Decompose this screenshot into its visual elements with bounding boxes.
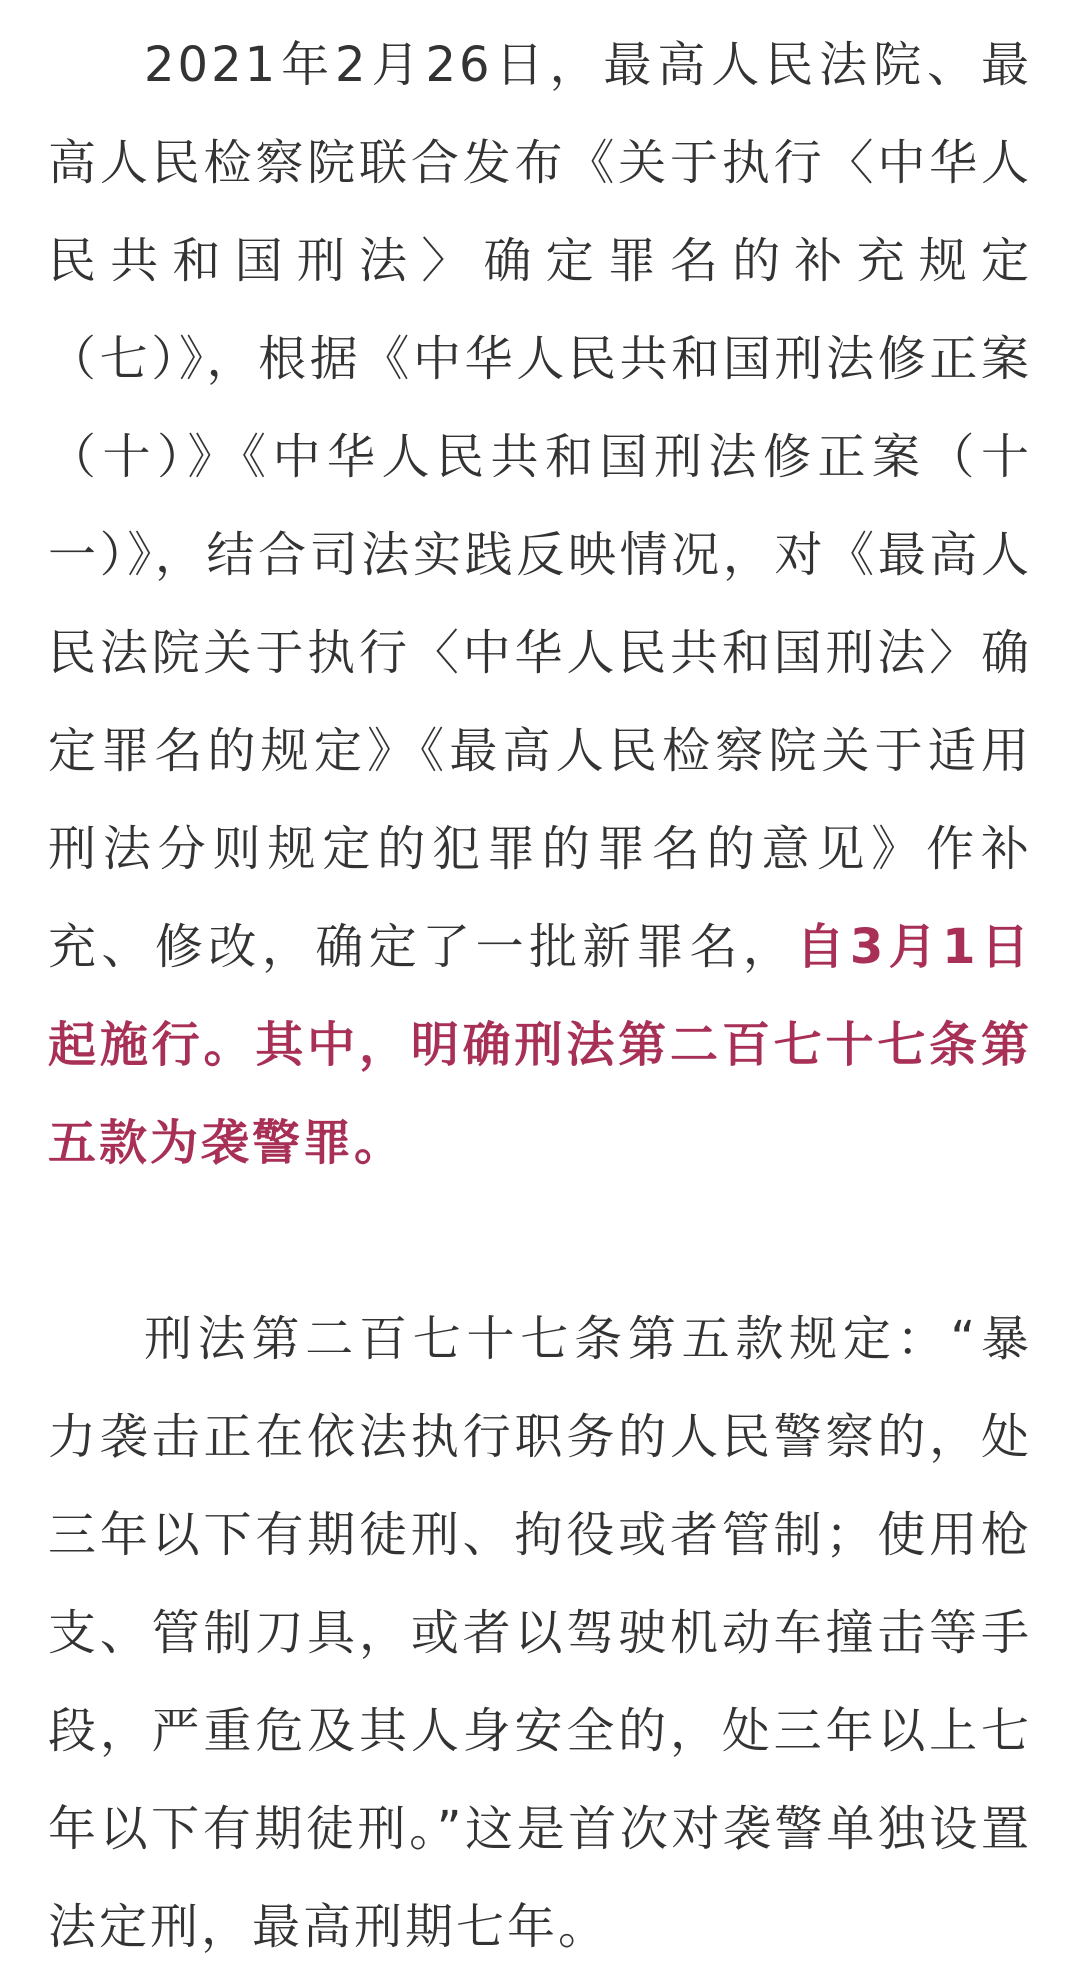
paragraph-article-277-provision	[48, 1290, 1032, 1976]
highlighted-effective-date-text: 自3月1日起施行。其中，明确刑法第二百七十七条第五款为袭警罪。	[48, 919, 1032, 1171]
article-body	[48, 16, 1032, 1976]
paragraph-crime-names-announcement	[48, 16, 1032, 1192]
paragraph-text: 2021年2月26日，最高人民法院、最高人民检察院联合发布《关于执行〈中华人民共和国刑法〉确定罪名的补充规定（七）》，根据《中华人民共和国刑法修正案（十）》《中华人民共和国刑法修正案（十一）》，结合司法实践反映情况，对《最高人民法院关于执行〈中华人民共和国刑法〉确定罪名的规定》《最高人民检察院关于适用刑法分则规定的犯罪的罪名的意见》作补充、修改，确定了一批新罪名，	[48, 37, 1032, 975]
paragraph-text: 刑法第二百七十七条第五款规定：“暴力袭击正在依法执行职务的人民警察的，处三年以下有期徒刑、拘役或者管制；使用枪支、管制刀具，或者以驾驶机动车撞击等手段，严重危及其人身安全的，处三年以上七年以下有期徒刑。”这是首次对袭警单独设置法定刑，最高刑期七年。	[48, 1311, 1032, 1955]
